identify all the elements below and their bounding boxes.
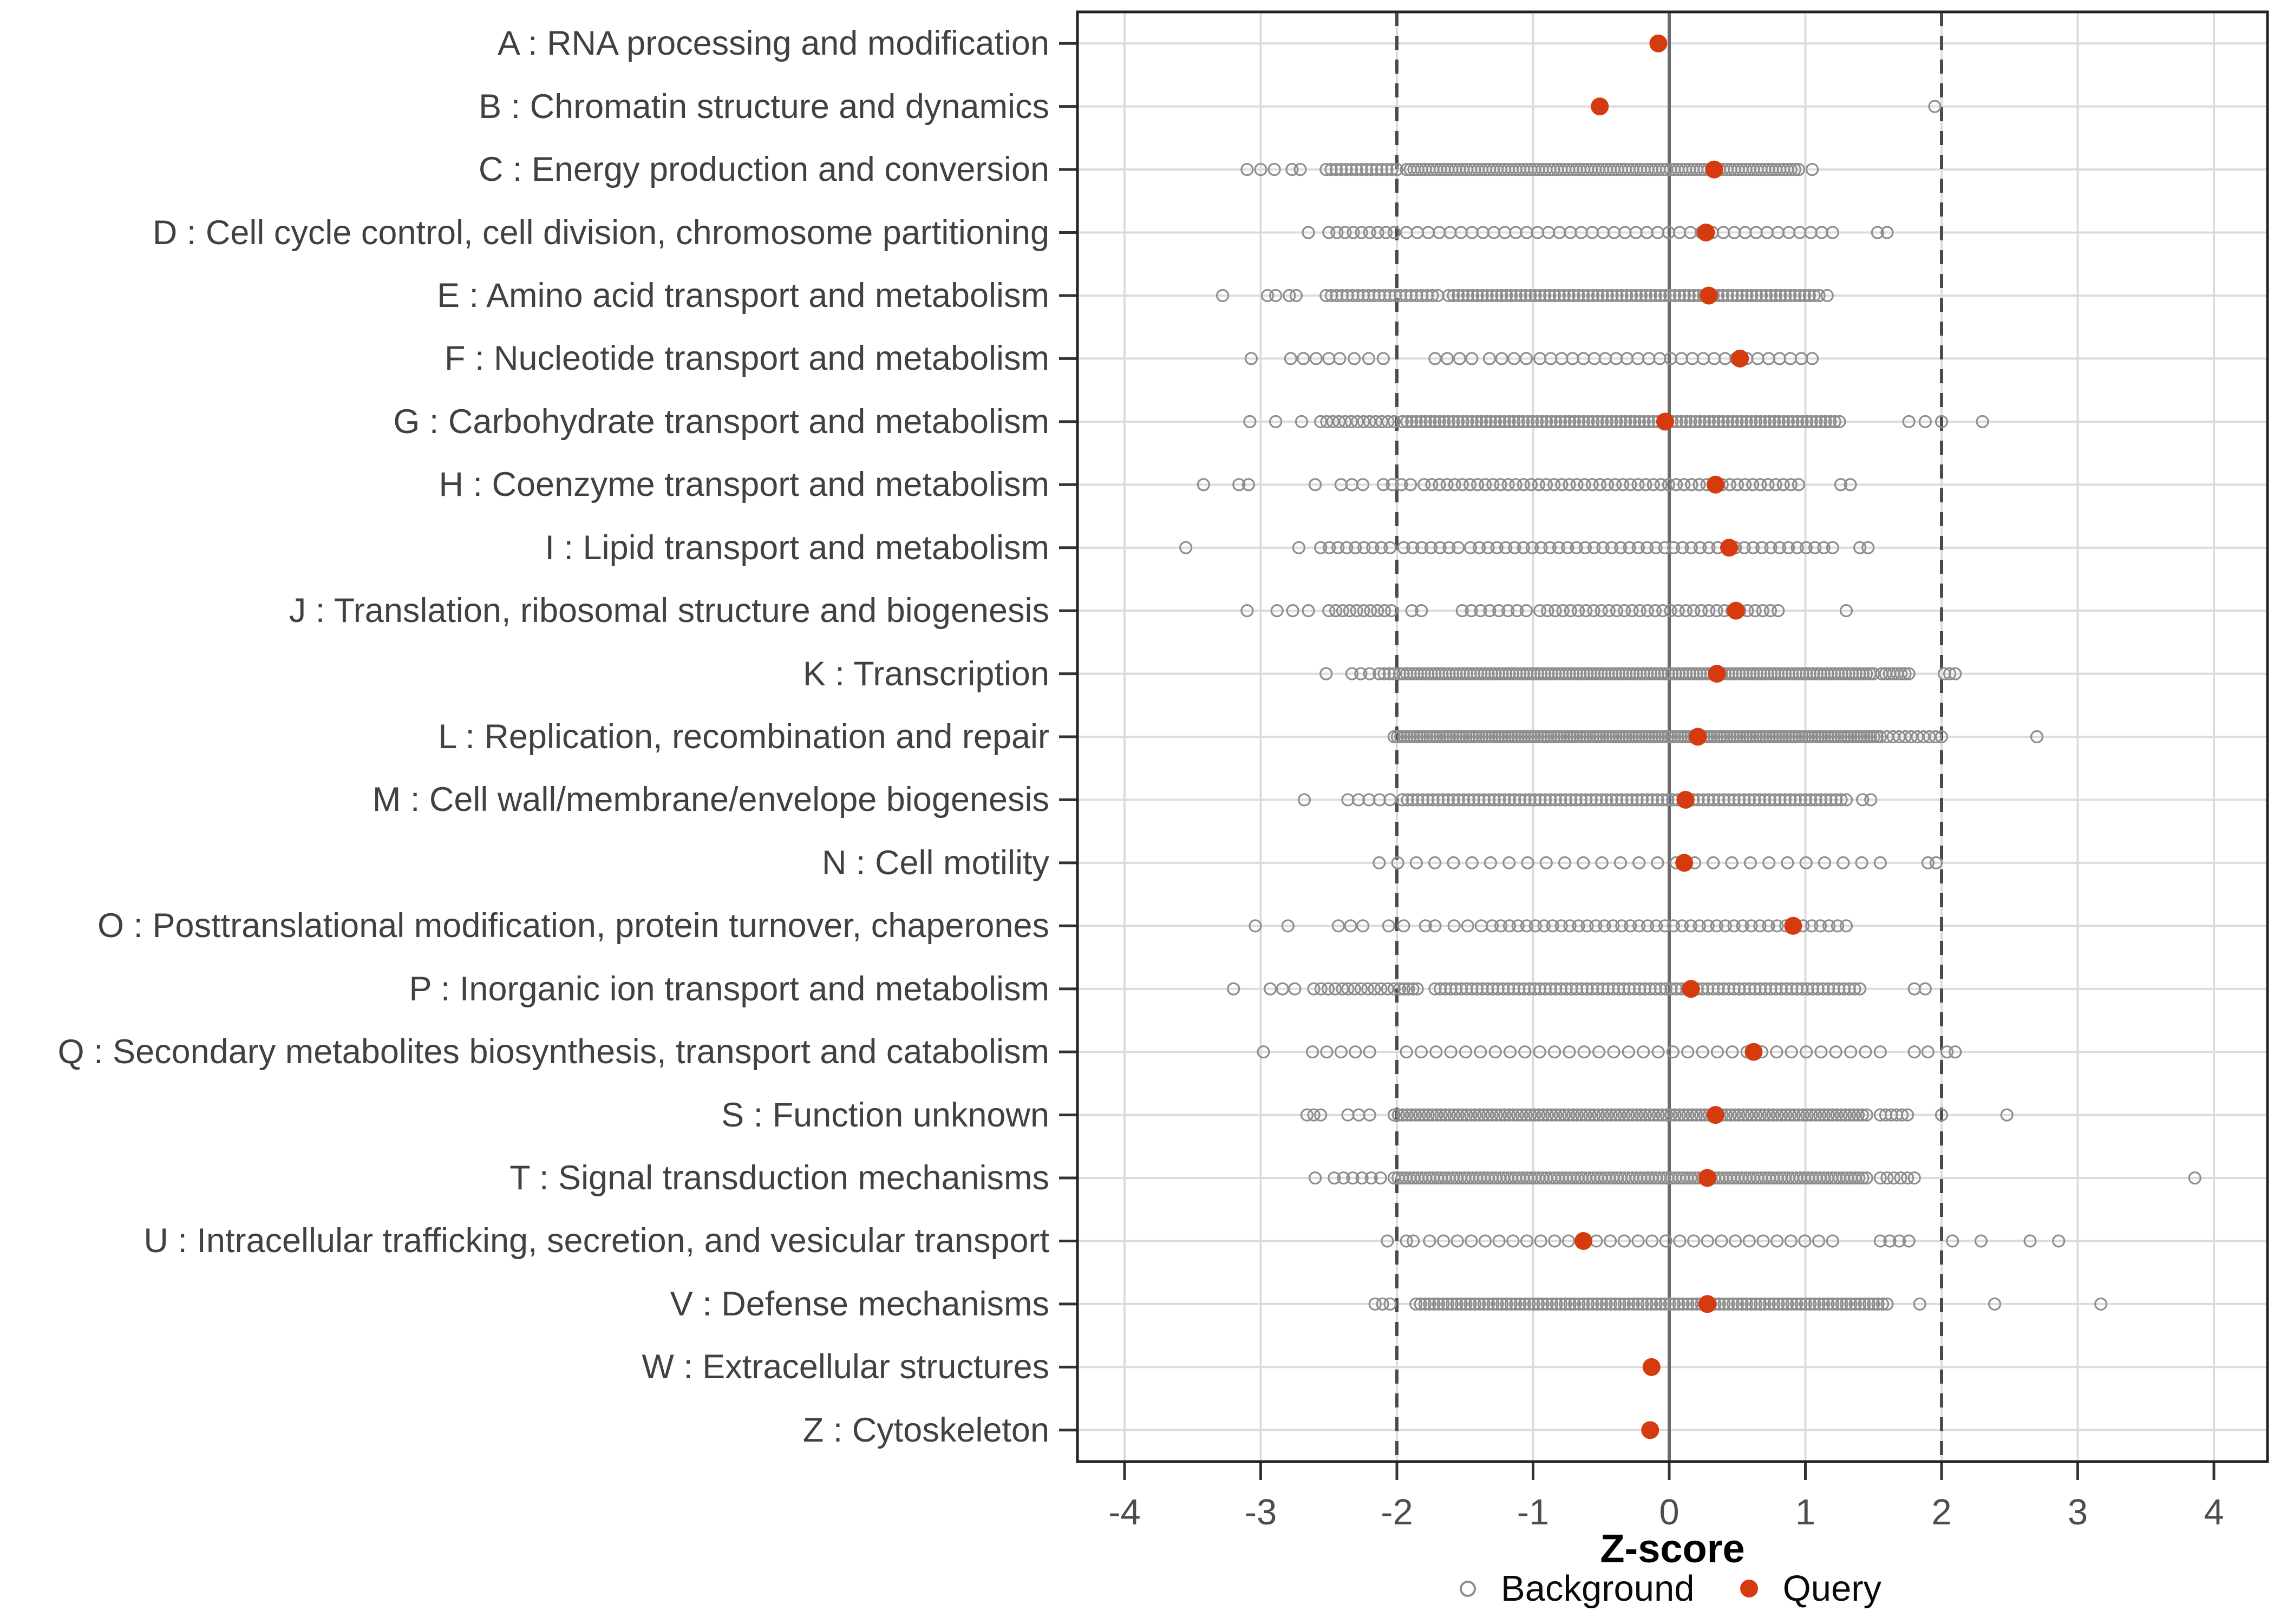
query-point-J: [1727, 602, 1745, 620]
x-tick-label-2: 2: [1931, 1492, 1952, 1533]
background-marker-icon: [1460, 1581, 1476, 1597]
query-point-M: [1677, 791, 1695, 809]
query-point-K: [1708, 665, 1726, 683]
query-point-O: [1784, 917, 1802, 935]
query-point-H: [1707, 476, 1724, 494]
category-label-G: G : Carbohydrate transport and metabolism: [393, 402, 1049, 441]
category-label-O: O : Posttranslational modification, protein turnover, chaperones: [97, 907, 1049, 945]
category-label-U: U : Intracellular trafficking, secretion, and vesicular transport: [143, 1222, 1049, 1260]
x-tick-label-3: 3: [2067, 1492, 2088, 1533]
query-point-B: [1591, 97, 1609, 115]
query-point-C: [1705, 161, 1723, 179]
category-label-P: P : Inorganic ion transport and metabolism: [409, 970, 1049, 1008]
query-point-E: [1700, 286, 1717, 304]
category-label-K: K : Transcription: [802, 654, 1049, 693]
x-tick-label-1: 1: [1795, 1492, 1816, 1533]
category-label-V: V : Defense mechanisms: [670, 1285, 1049, 1323]
category-label-H: H : Coenzyme transport and metabolism: [439, 466, 1049, 504]
x-tick-label-0: 0: [1659, 1492, 1680, 1533]
query-point-S: [1707, 1106, 1724, 1124]
query-point-Z: [1641, 1421, 1659, 1439]
x-tick-label--2: -2: [1381, 1492, 1413, 1533]
query-point-F: [1731, 350, 1749, 368]
query-point-W: [1643, 1358, 1661, 1376]
query-point-I: [1720, 539, 1738, 556]
category-label-C: C : Energy production and conversion: [478, 150, 1049, 189]
category-label-N: N : Cell motility: [821, 843, 1049, 882]
category-label-B: B : Chromatin structure and dynamics: [479, 87, 1049, 126]
category-label-F: F : Nucleotide transport and metabolism: [444, 339, 1049, 378]
x-axis-title: Z-score: [1600, 1526, 1745, 1571]
legend-item-query: [1740, 1568, 1881, 1609]
category-label-Z: Z : Cytoskeleton: [802, 1411, 1049, 1449]
legend-label-query: Query: [1782, 1568, 1882, 1609]
category-label-L: L : Replication, recombination and repair: [438, 718, 1049, 756]
category-label-S: S : Function unknown: [721, 1096, 1049, 1134]
legend-item-background: [1460, 1568, 1695, 1609]
query-point-D: [1697, 224, 1715, 241]
query-point-L: [1689, 728, 1707, 746]
category-label-W: W : Extracellular structures: [642, 1348, 1049, 1386]
category-label-J: J : Translation, ribosomal structure and biogenesis: [289, 592, 1049, 630]
query-point-U: [1574, 1232, 1592, 1250]
category-label-Q: Q : Secondary metabolites biosynthesis, transport and catabolism: [57, 1033, 1049, 1071]
query-point-N: [1675, 854, 1693, 872]
query-point-V: [1698, 1295, 1716, 1313]
category-label-E: E : Amino acid transport and metabolism: [436, 276, 1049, 315]
category-label-A: A : RNA processing and modification: [497, 24, 1049, 63]
category-label-M: M : Cell wall/membrane/envelope biogenesis: [372, 781, 1049, 819]
query-point-T: [1698, 1169, 1716, 1187]
x-tick-label--3: -3: [1244, 1492, 1277, 1533]
legend: [1460, 1568, 1881, 1609]
x-tick-label--1: -1: [1517, 1492, 1550, 1533]
category-label-D: D : Cell cycle control, cell division, chromosome partitioning: [152, 213, 1049, 252]
legend-label-background: Background: [1501, 1568, 1695, 1609]
query-point-Q: [1744, 1043, 1762, 1061]
query-point-P: [1682, 980, 1700, 998]
query-point-A: [1649, 35, 1667, 53]
x-tick-label-4: 4: [2204, 1492, 2224, 1533]
category-label-I: I : Lipid transport and metabolism: [545, 528, 1049, 567]
x-tick-label--4: -4: [1108, 1492, 1141, 1533]
query-point-G: [1656, 412, 1674, 430]
query-marker-icon: [1740, 1580, 1758, 1597]
category-label-T: T : Signal transduction mechanisms: [509, 1159, 1049, 1197]
